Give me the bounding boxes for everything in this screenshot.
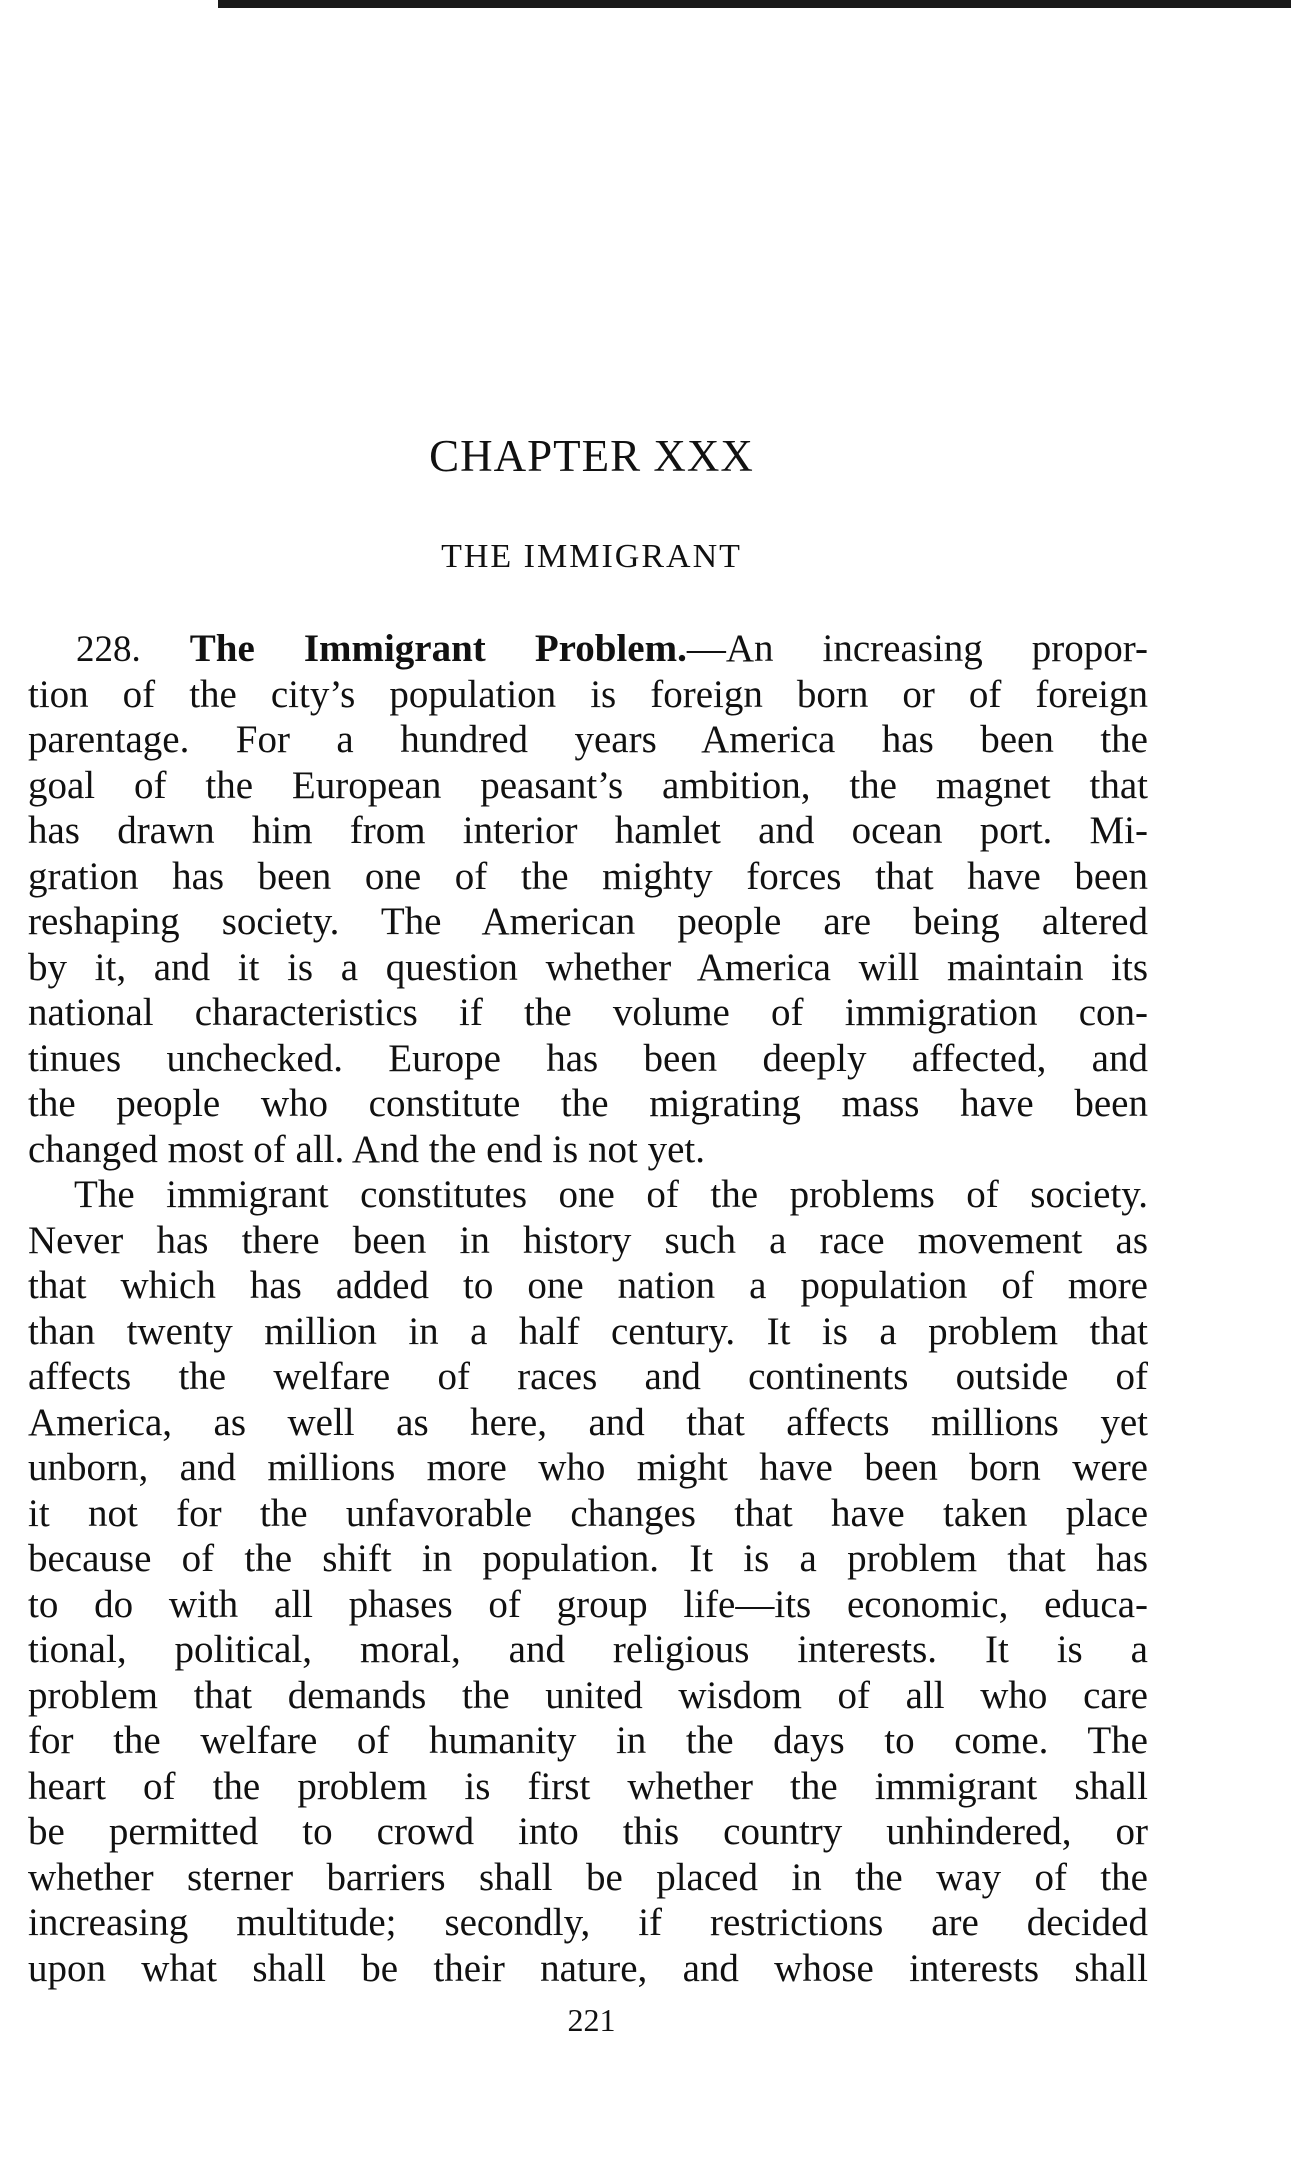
- paragraph-line: problem that demands the united wisdom of all who care: [28, 1673, 1148, 1717]
- paragraph-line: has drawn him from interior hamlet and ocean port. Mi-: [28, 809, 1148, 852]
- section-first-line-text: —An increasing propor-: [686, 627, 1148, 670]
- paragraph-line: by it, and it is a question whether America will maintain its: [28, 945, 1148, 989]
- paragraph-line: increasing multitude; secondly, if restrictions are decided: [28, 1901, 1148, 1944]
- chapter-number: CHAPTER XXX: [429, 431, 754, 481]
- paragraph-line: The immigrant constitutes one of the problems of society.: [74, 1173, 1148, 1216]
- paragraph-line: that which has added to one nation a population of more: [28, 1264, 1148, 1307]
- paragraph-line: America, as well as here, and that affects millions yet: [28, 1400, 1148, 1444]
- paragraph-line: goal of the European peasant’s ambition, the magnet that: [28, 763, 1148, 807]
- chapter-title: THE IMMIGRANT: [441, 538, 742, 575]
- section-title: The Immigrant Problem.: [189, 627, 687, 670]
- paragraph-line: because of the shift in population. It is a problem that has: [28, 1537, 1148, 1580]
- body-text: [28, 626, 1148, 1991]
- paragraph-line: than twenty million in a half century. It is a problem that: [28, 1309, 1148, 1353]
- section-heading-line: [28, 626, 1148, 672]
- paragraph-line: tion of the city’s population is foreign born or of foreign: [28, 672, 1148, 716]
- section-number: 228.: [76, 629, 141, 670]
- paragraph-line: national characteristics if the volume of immigration con-: [28, 991, 1148, 1034]
- paragraph-line: for the welfare of humanity in the days to come. The: [28, 1719, 1148, 1762]
- paragraph-line: upon what shall be their nature, and whose interests shall: [28, 1946, 1148, 1990]
- paragraph-line: changed most of all. And the end is not yet.: [28, 1127, 705, 1171]
- paragraph-line: Never has there been in history such a race movement as: [28, 1218, 1148, 1262]
- paragraph-line: the people who constitute the migrating mass have been: [28, 1082, 1148, 1125]
- paragraph-line: affects the welfare of races and continents outside of: [28, 1355, 1148, 1398]
- paragraph-line: gration has been one of the mighty forces that have been: [28, 854, 1148, 898]
- paragraph-line: tinues unchecked. Europe has been deeply affected, and: [28, 1036, 1148, 1080]
- top-edge-rule: [218, 0, 1291, 8]
- paragraph-line: be permitted to crowd into this country unhindered, or: [28, 1810, 1148, 1853]
- paragraph-line: tional, political, moral, and religious interests. It is a: [28, 1628, 1148, 1671]
- paragraph-line: it not for the unfavorable changes that have taken place: [28, 1491, 1148, 1535]
- page-number: 221: [567, 2002, 616, 2038]
- paragraph-line: to do with all phases of group life—its economic, educa-: [28, 1582, 1148, 1626]
- paragraph-line: parentage. For a hundred years America has been the: [28, 718, 1148, 761]
- paragraph-line: unborn, and millions more who might have been born were: [28, 1446, 1148, 1489]
- paragraph-line: whether sterner barriers shall be placed in the way of the: [28, 1855, 1148, 1899]
- paragraph-line: reshaping society. The American people are being altered: [28, 900, 1148, 943]
- paragraph-line: heart of the problem is first whether the immigrant shall: [28, 1764, 1148, 1808]
